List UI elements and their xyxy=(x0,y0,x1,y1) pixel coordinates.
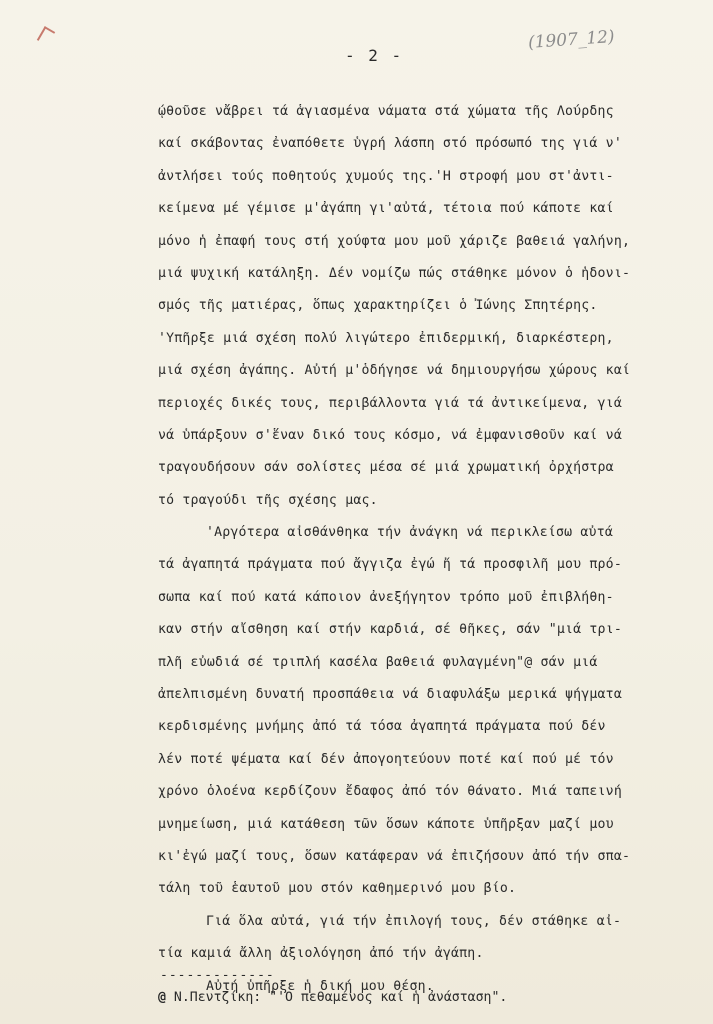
text-line: τό τραγούδι τῆς σχέσης μας. xyxy=(158,492,378,508)
text-line: τάλη τοῦ ἑαυτοῦ μου στόν καθημερινό μου βίο. xyxy=(158,881,517,897)
body-text xyxy=(158,96,698,1003)
text-line: χρόνο ὁλοένα κερδίζουν ἔδαφος ἀπό τόν θάνατο. Μιά ταπεινή xyxy=(158,784,622,800)
text-line: κι'ἐγώ μαζί τους, ὅσων κατάφεραν νά ἐπιζήσουν ἀπό τήν σπα- xyxy=(158,848,631,864)
text-line: περιοχές δικές τους, περιβάλλοντα γιά τά ἀντικείμενα, γιά xyxy=(158,395,622,411)
footnote xyxy=(158,990,507,1005)
footnote-mark: @ xyxy=(158,990,166,1005)
text-line: ἀντλήσει τούς ποθητούς χυμούς της.'Η στροφή μου στ'ἀντι- xyxy=(158,168,614,184)
text-line: τραγουδήσουν σάν σολίστες μέσα σέ μιά χρωματική ὀρχήστρα xyxy=(158,460,614,476)
page-number: - 2 - xyxy=(345,46,404,65)
text-line: λέν ποτέ ψέματα καί δέν ἀπογοητεύουν ποτέ καί πού μέ τόν xyxy=(158,751,614,767)
text-line: μιά σχέση ἀγάπης. Αὐτή μ'ὁδήγησε νά δημιουργήσω χώρους καί xyxy=(158,363,631,379)
text-line: μιά ψυχική κατάληξη. Δέν νομίζω πώς στάθηκε μόνον ὁ ἡδονι- xyxy=(158,265,631,281)
text-line: ῴθοῦσε νἄβρει τά ἁγιασμένα νάματα στά χώματα τῆς Λούρδης xyxy=(158,104,614,119)
text-line: 'Υπῆρξε μιά σχέση πολύ λιγώτερο ἐπιδερμική, διαρκέστερη, xyxy=(158,330,614,346)
footnote-separator: ------------- xyxy=(160,968,275,983)
red-pencil-mark xyxy=(37,26,55,46)
text-line: καν στήν αἴσθηση καί στήν καρδιά, σέ θῆκες, σάν "μιά τρι- xyxy=(158,622,622,638)
handwritten-reference-note: (1907_12) xyxy=(527,27,616,53)
text-line: κερδισμένης μνήμης ἀπό τά τόσα ἀγαπητά πράγματα πού δέν xyxy=(158,719,606,735)
text-line: πλῆ εὐωδιά σέ τριπλή κασέλα βαθειά φυλαγμένη"@ σάν μιά xyxy=(158,654,598,670)
text-line: μνημείωση, μιά κατάθεση τῶν ὅσων κάποτε ὑπῆρξαν μαζί μου xyxy=(158,816,614,832)
text-line: κείμενα μέ γέμισε μ'ἀγάπη γι'αὐτά, τέτοια πού κάποτε καί xyxy=(158,201,614,217)
footnote-text: Ν.Πεντζίκη: "'Ο πεθαμένος καί ἡ ἀνάσταση". xyxy=(165,990,508,1005)
closing-line: Αὐτή ὑπῆρξε ἡ δική μου θέση. xyxy=(206,978,434,994)
text-line: σμός τῆς ματιέρας, ὅπως χαρακτηρίζει ὁ Ἰώνης Σπητέρης. xyxy=(158,298,598,314)
text-line: σωπα καί πού κατά κάποιον ἀνεξήγητον τρόπο μοῦ ἐπιβλήθη- xyxy=(158,589,614,605)
text-line: τά ἀγαπητά πράγματα πού ἄγγιζα ἐγώ ἤ τά προσφιλῆ μου πρό- xyxy=(158,557,622,573)
paragraph-start-line: 'Αργότερα αἰσθάνθηκα τήν ἀνάγκη νά περικλείσω αὐτά xyxy=(206,525,613,541)
text-line: νά ὑπάρξουν σ'ἕναν δικό τους κόσμο, νά ἐμφανισθοῦν καί νά xyxy=(158,427,622,443)
text-line: καί σκάβοντας ἐναπόθετε ὑγρή λάσπη στό πρόσωπό της γιά ν' xyxy=(158,136,622,152)
paragraph-start-line: Γιά ὅλα αὐτά, γιά τήν ἐπιλογή τους, δέν στάθηκε αἰ- xyxy=(206,913,622,929)
text-line: μόνο ἡ ἐπαφή τους στή χούφτα μου μοῦ χάριζε βαθειά γαλήνη, xyxy=(158,233,631,249)
text-line: τία καμιά ἄλλη ἀξιολόγηση ἀπό τήν ἀγάπη. xyxy=(158,946,484,962)
text-line: ἀπελπισμένη δυνατή προσπάθεια νά διαφυλάξω μερικά ψήγματα xyxy=(158,687,622,703)
